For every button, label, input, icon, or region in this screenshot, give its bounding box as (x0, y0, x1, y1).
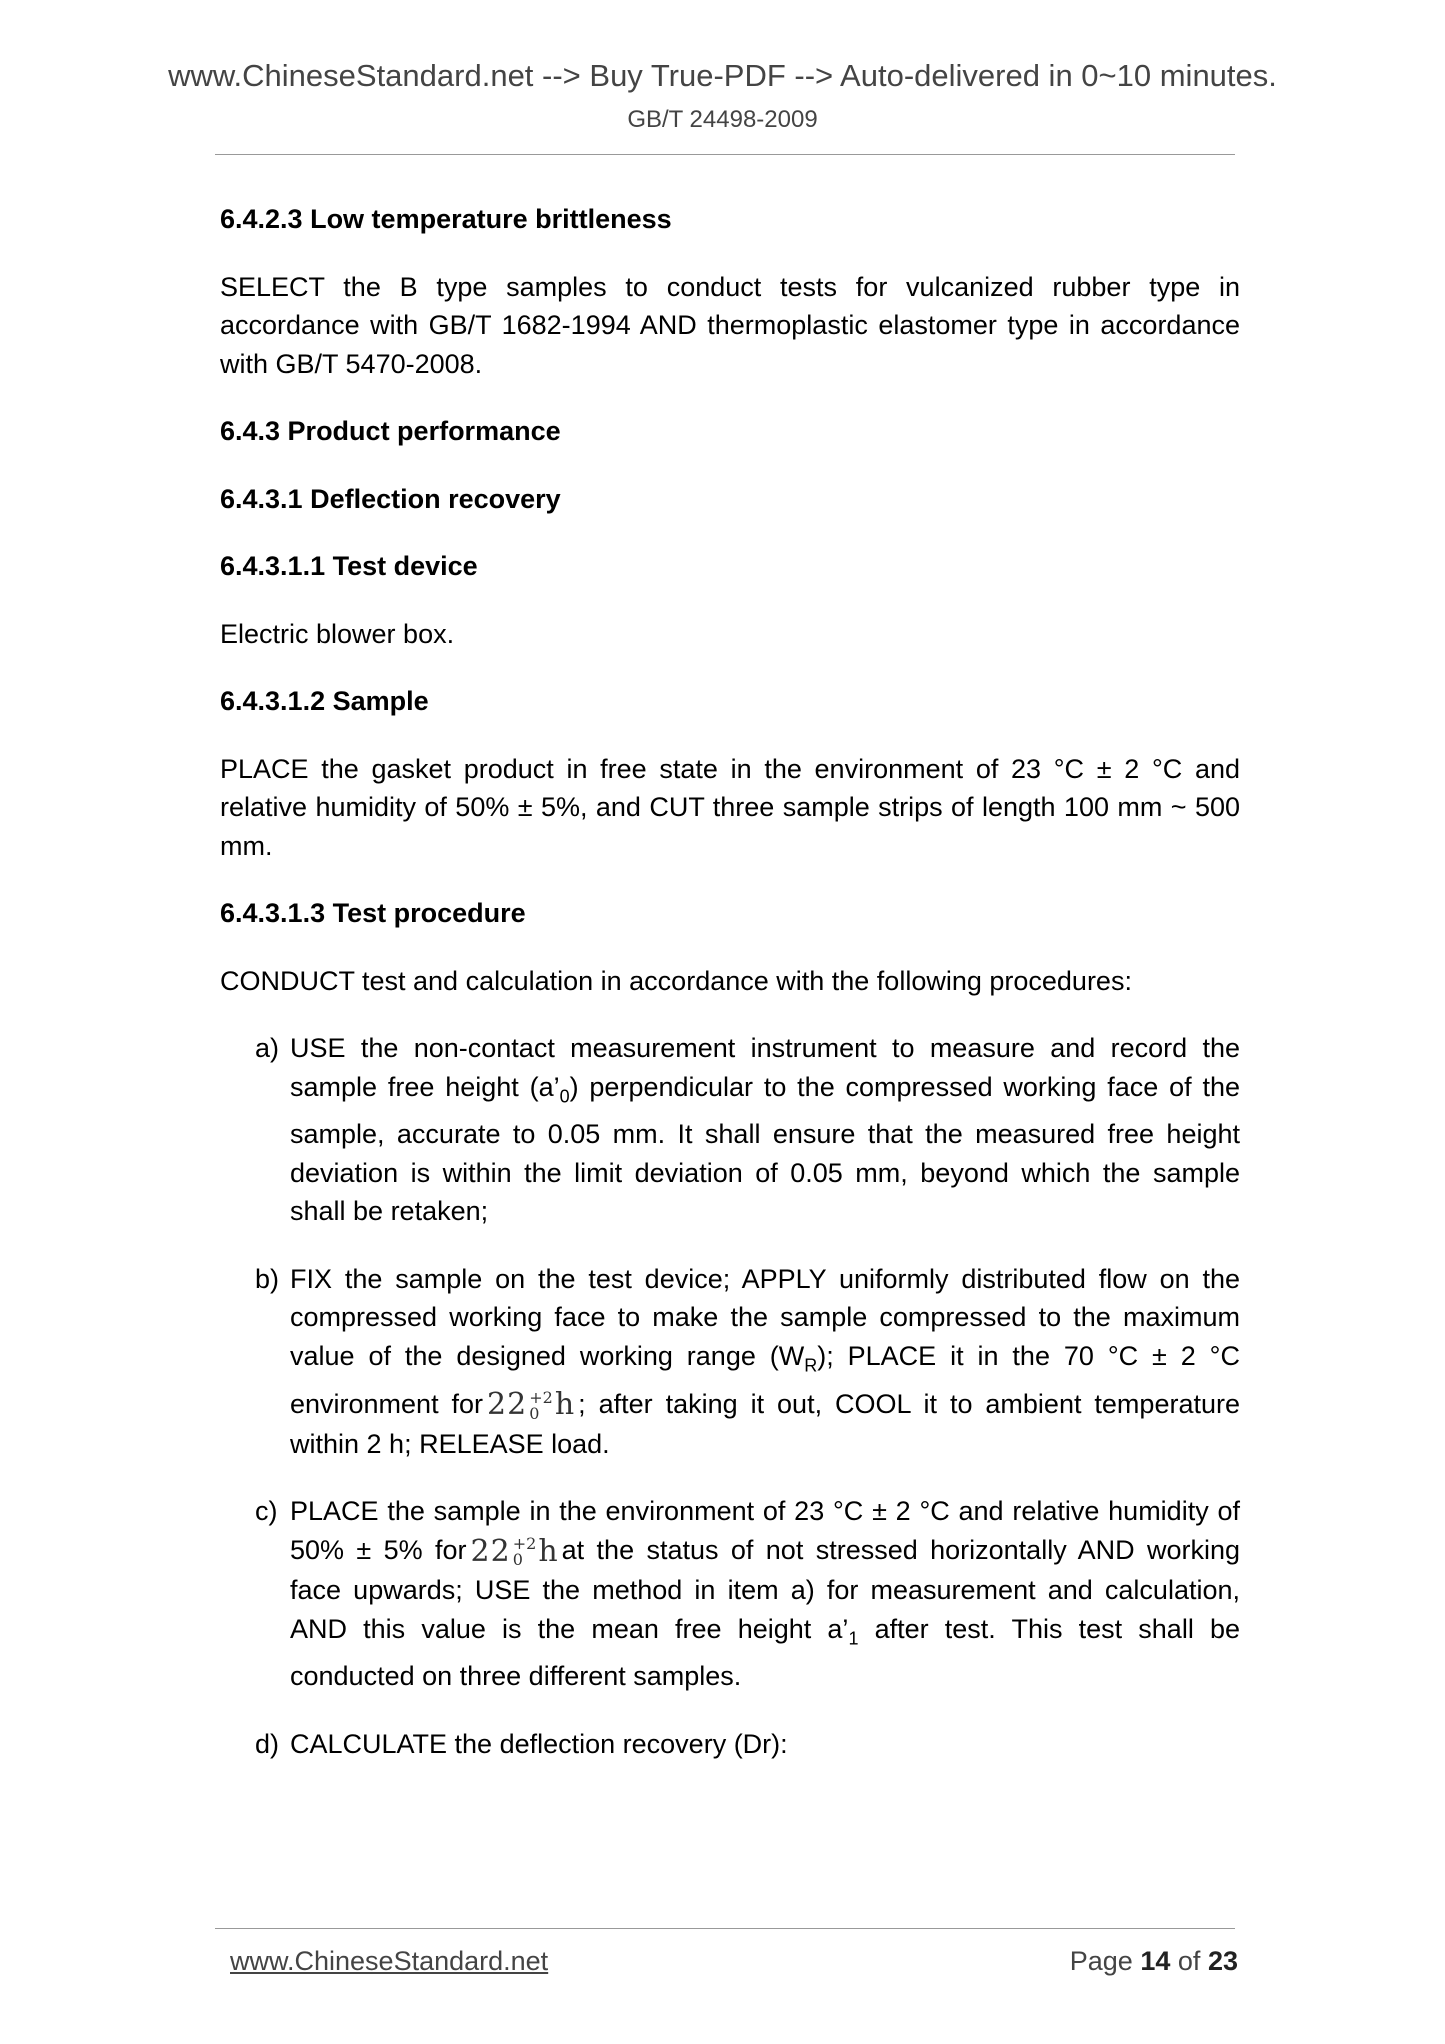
list-item-a (255, 1029, 1240, 1231)
list-label: b) (255, 1263, 280, 1294)
list-item-c (255, 1492, 1240, 1696)
page-indicator: Page 14 of 23 (1069, 1946, 1238, 1976)
duration-formula: 22 +2 0 h (487, 1387, 575, 1423)
section-heading-6-4-3-1-3: 6.4.3.1.3 Test procedure (220, 898, 526, 928)
procedure-list (255, 1029, 1240, 1763)
list-label: d) (255, 1728, 280, 1759)
header-banner: www.ChineseStandard.net --> Buy True-PDF --> Auto-delivered in 0~10 minutes. (168, 58, 1277, 93)
section-heading-6-4-3: 6.4.3 Product performance (220, 416, 561, 446)
list-text: FIX the sample on the test device; APPLY uniformly distributed flow on the compressed working face to make the sample compressed to the maximum value of the designed working range $(W_R)$; PLACE it in the 70 °C ± 2 °C environment for 22 +2 0 h ; after taking it out, COOL it to ambient temperature within 2 h; RELEASE load. (290, 1263, 1240, 1459)
section-heading-6-4-3-1-1: 6.4.3.1.1 Test device (220, 551, 478, 581)
paragraph-test-device: Electric blower box. (220, 618, 455, 649)
paragraph-procedure-intro: CONDUCT test and calculation in accordance with the following procedures: (220, 965, 1132, 996)
section-heading-6-4-3-1-2: 6.4.3.1.2 Sample (220, 686, 429, 716)
list-text: CALCULATE the deflection recovery (Dr): (290, 1728, 788, 1759)
list-text: PLACE the sample in the environment of 23 °C ± 2 °C and relative humidity of 50% ± 5% for 22 +2 0 h at the status of not stressed horizontally AND working face upwards; USE the method in item a) for measurement and calculation, AND this value is the mean free height $a’_1$ after test. This test shall be conducted on three different samples. (290, 1496, 1241, 1692)
paragraph-sample: PLACE the gasket product in free state in the environment of 23 °C ± 2 °C and relative humidity of 50% ± 5%, and CUT three sample strips of length 100 mm ~ 500 mm. (220, 753, 1240, 861)
section-heading-6-4-3-1: 6.4.3.1 Deflection recovery (220, 483, 561, 514)
paragraph-brittleness: SELECT the B type samples to conduct tests for vulcanized rubber type in accordance with GB/T 1682-1994 AND thermoplastic elastomer type in accordance with GB/T 5470-2008. (220, 271, 1240, 379)
footer-divider (215, 1928, 1235, 1929)
footer-site-link[interactable]: www.ChineseStandard.net (230, 1946, 549, 1976)
header-divider (215, 154, 1235, 155)
list-label: a) (255, 1033, 280, 1063)
list-item-d (255, 1725, 1240, 1764)
duration-formula: 22 +2 0 h (470, 1533, 558, 1569)
document-body (220, 200, 1240, 1792)
list-text: USE the non-contact measurement instrument to measure and record the sample free height $(a’_0)$ perpendicular to the compressed working face of the sample, accurate to 0.05 mm. It shall ensure that the measured free height deviation is within the limit deviation of 0.05 mm, beyond which the sample shall be retaken; (290, 1033, 1240, 1227)
section-heading-6-4-2-3: 6.4.2.3 Low temperature brittleness (220, 204, 672, 234)
standard-number: GB/T 24498-2009 (627, 106, 818, 133)
list-label: c) (255, 1496, 278, 1527)
list-item-b (255, 1260, 1240, 1464)
